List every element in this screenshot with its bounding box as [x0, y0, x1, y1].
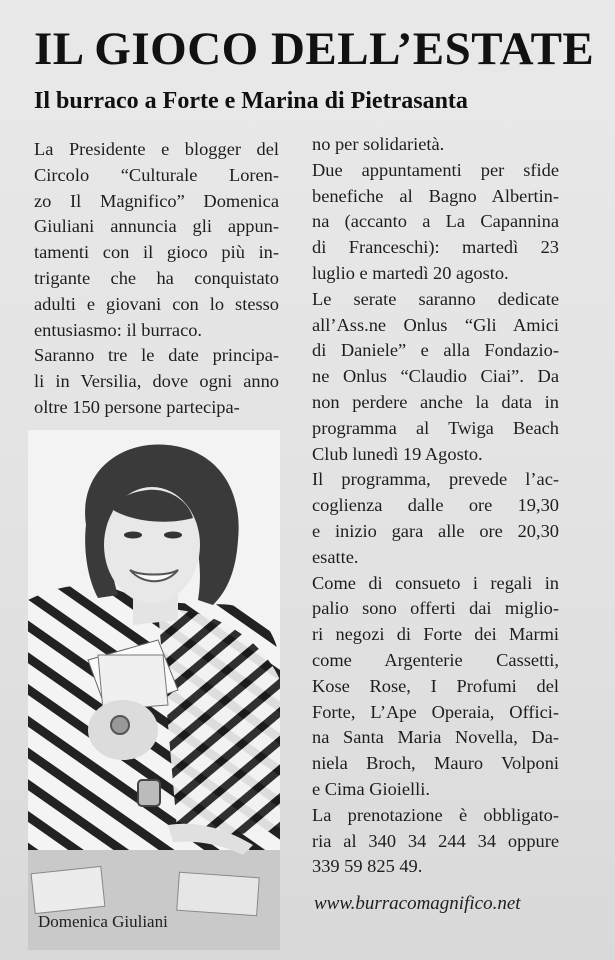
article-text-line: Circolo “Culturale Loren-: [34, 164, 279, 185]
article-text-line: luglio e martedì 20 agosto.: [312, 262, 509, 283]
article-text-line: no per solidarietà.: [312, 134, 445, 154]
article-text-line: La prenotazione è obbligato-: [312, 804, 559, 825]
article-text-line: ri negozi di Forte dei Marmi: [312, 624, 559, 645]
article-text-line: come Argenterie Cassetti,: [312, 649, 559, 670]
website-link[interactable]: www.burracomagnifico.net: [314, 893, 521, 914]
article-text-line: Forte, L’Ape Operaia, Offici-: [312, 701, 559, 722]
article-text-line: coglienza dalle ore 19,30: [312, 495, 559, 516]
article-text-line: La Presidente e blogger del: [34, 139, 279, 159]
article-text-line: palio sono offerti dai miglio-: [312, 598, 559, 619]
article-text-line: Le serate saranno dedicate: [312, 288, 559, 309]
article-text-line: entusiasmo: il burraco.: [34, 319, 203, 340]
article-text-line: di Franceschi): martedì 23: [312, 237, 559, 258]
article-text-line: non perdere anche la data in: [312, 391, 559, 412]
article-text-line: Giuliani annuncia gli appun-: [34, 216, 279, 237]
article-text-line: e Cima Gioielli.: [312, 778, 430, 799]
article-text-line: adulti e giovani con lo stesso: [34, 293, 279, 314]
article-subtitle: Il burraco a Forte e Marina di Pietrasanta: [34, 88, 468, 114]
article-title: IL GIOCO DELL’ESTATE: [34, 23, 595, 75]
article-text-line: ne Onlus “Claudio Ciai”. Da: [312, 366, 559, 387]
article-text-line: Il programma, prevede l’ac-: [312, 469, 559, 490]
article-text-line: Kose Rose, I Profumi del: [312, 675, 559, 696]
article-text-line: Club lunedì 19 Agosto.: [312, 443, 483, 464]
article-text-line: 339 59 825 49.: [312, 856, 423, 877]
article-text-line: oltre 150 persone partecipa-: [34, 396, 240, 417]
article-text-line: di Daniele” e alla Fondazio-: [312, 340, 559, 361]
article-text-line: Due appuntamenti per sfide: [312, 159, 559, 180]
article-text-line: zo Il Magnifico” Domenica: [34, 190, 279, 211]
article-text-line: ria al 340 34 244 34 oppure: [312, 830, 559, 851]
article-text-line: tamenti con il gioco più in-: [34, 242, 279, 263]
article-text-line: e inizio gara alle ore 20,30: [312, 520, 559, 541]
photo-caption: Domenica Giuliani: [38, 912, 168, 931]
article-text-line: li in Versilia, dove ogni anno: [34, 371, 279, 392]
article-text-line: na (accanto a La Capannina: [312, 211, 559, 232]
portrait-photo: [28, 430, 280, 950]
article-left-column: [34, 137, 279, 421]
article-text-line: benefiche al Bagno Albertin-: [312, 185, 559, 206]
article-text-line: Come di consueto i regali in: [312, 572, 559, 593]
article-text-line: na Santa Maria Novella, Da-: [312, 727, 559, 748]
article-right-column: [312, 132, 559, 880]
article-text-line: esatte.: [312, 546, 359, 567]
article-text-line: programma al Twiga Beach: [312, 417, 559, 438]
article-text-line: all’Ass.ne Onlus “Gli Amici: [312, 314, 559, 335]
article-text-line: Saranno tre le date principa-: [34, 345, 279, 366]
article-text-line: trigante che ha conquistato: [34, 267, 279, 288]
article-text-line: niela Broch, Mauro Volponi: [312, 753, 559, 774]
